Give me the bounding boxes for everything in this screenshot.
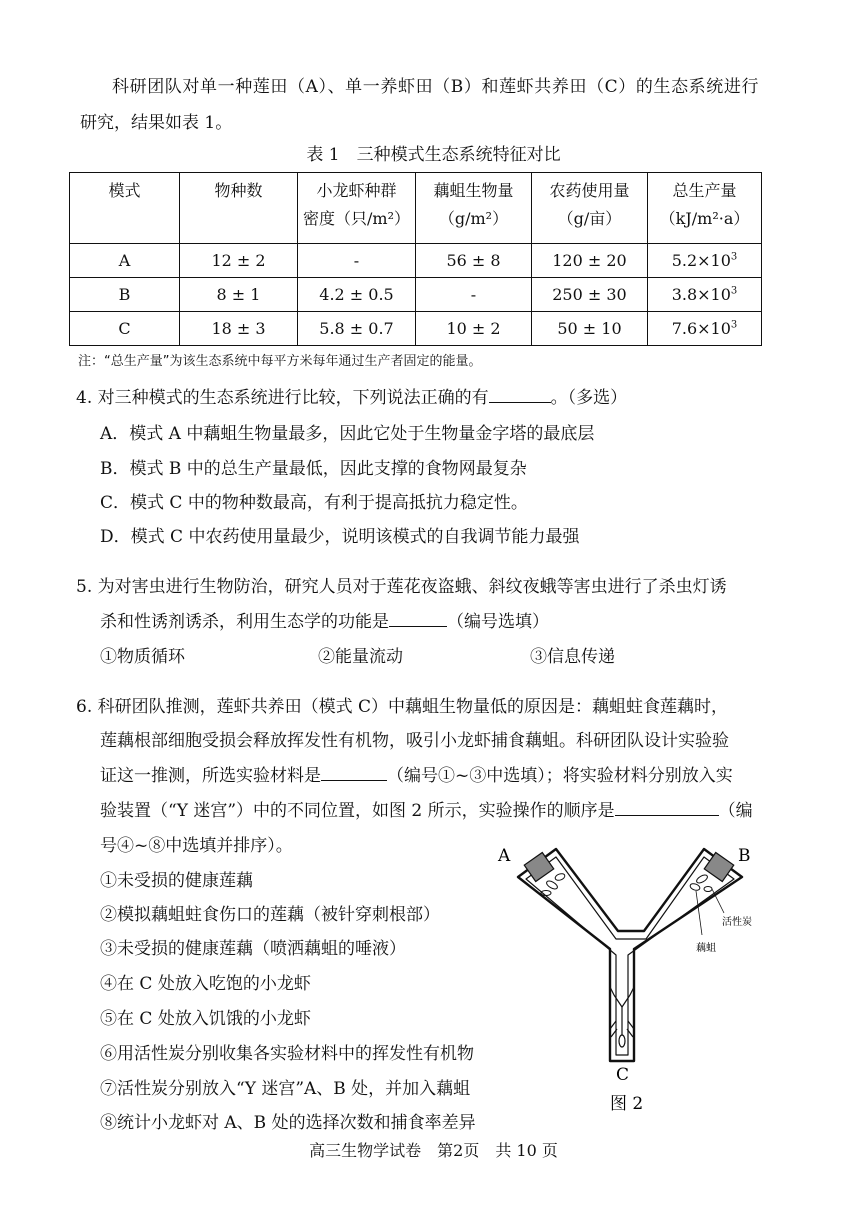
q6-line-2: 莲藕根部细胞受损会释放挥发性有机物，吸引小龙虾捕食藕蛆。科研团队设计实验验 [100, 731, 729, 751]
charcoal-box-b [704, 852, 733, 881]
q5-line-2: 杀和性诱剂诱杀，利用生态学的功能是 （编号选填） [100, 605, 549, 639]
q4-option-c: C．模式 C 中的物种数最高，有利于提高抵抗力稳定性。 [100, 493, 528, 513]
table-row: B 8 ± 1 4.2 ± 0.5 - 250 ± 30 $3.8\times 10^3$ [70, 278, 762, 312]
table-caption: 表 1 三种模式生态系统特征对比 [306, 145, 561, 165]
q5-choice-3: ③信息传递 [530, 647, 615, 667]
label-b: B [738, 846, 751, 866]
q6-materials-blank[interactable] [321, 760, 387, 781]
crayfish-icon [610, 987, 634, 1047]
q5-answer-blank[interactable] [389, 606, 447, 627]
q6-line-3: 证这一推测，所选实验材料是 （编号①~③中选填）；将实验材料分别放入实 [100, 759, 733, 793]
q6-item-7: ⑦活性炭分别放入“Y 迷宫”A、B 处，并加入藕蛆 [100, 1079, 471, 1099]
label-charcoal: 活性炭 [722, 917, 752, 928]
q6-item-4: ④在 C 处放入吃饱的小龙虾 [100, 974, 311, 994]
q6-item-6: ⑥用活性炭分别收集各实验材料中的挥发性有机物 [100, 1044, 474, 1064]
q6-line-4: 验装置（“Y 迷宫”）中的不同位置，如图 2 所示，实验操作的顺序是 （编 [100, 794, 753, 828]
q6-item-3: ③未受损的健康莲藕（喷洒藕蛆的唾液） [100, 939, 406, 959]
q6-item-1: ①未受损的健康莲藕 [100, 871, 253, 891]
header-production: 总生产量 （kJ/m²·a） [648, 173, 762, 244]
q5-choice-2: ②能量流动 [318, 647, 403, 667]
table-row: C 18 ± 3 5.8 ± 0.7 10 ± 2 50 ± 10 $7.6\times 10^3$ [70, 312, 762, 346]
q6-order-blank[interactable] [615, 795, 719, 816]
grub-icon [689, 873, 712, 891]
header-species: 物种数 [180, 173, 298, 244]
q4-option-a: A．模式 A 中藕蛆生物量最多，因此它处于生物量金字塔的最底层 [100, 424, 595, 444]
header-pesticide: 农药使用量 （g/亩） [532, 173, 648, 244]
intro-line-1: 科研团队对单一种莲田（A）、单一养虾田（B）和莲虾共养田（C）的生态系统进行 [112, 77, 760, 97]
label-grub: 藕蛆 [696, 943, 716, 954]
q4-option-b: B．模式 B 中的总生产量最低，因此支撑的食物网最复杂 [100, 459, 527, 479]
y-maze-outline [518, 849, 742, 1061]
q6-item-5: ⑤在 C 处放入饥饿的小龙虾 [100, 1009, 311, 1029]
q6-line-5: 号④~⑧中选填并排序）。 [100, 836, 293, 856]
q6-item-2: ②模拟藕蛆蛀食伤口的莲藕（被针穿刺根部） [100, 905, 440, 925]
q5-line-1: 5. 为对害虫进行生物防治，研究人员对于莲花夜盗蛾、斜纹夜蛾等害虫进行了杀虫灯诱 [76, 577, 727, 597]
table-header-row [70, 173, 762, 244]
table-note: 注：“总生产量”为该生态系统中每平方米每年通过生产者固定的能量。 [78, 354, 482, 369]
q4-stem: 4. 对三种模式的生态系统进行比较，下列说法正确的有 。（多选） [76, 381, 627, 415]
header-density: 小龙虾种群 密度（只/m²） [298, 173, 416, 244]
table-row: A 12 ± 2 - 56 ± 8 120 ± 20 $5.2\times 10^3$ [70, 244, 762, 278]
q6-item-8: ⑧统计小龙虾对 A、B 处的选择次数和捕食率差异 [100, 1113, 476, 1133]
q4-option-d: D．模式 C 中农药使用量最少，说明该模式的自我调节能力最强 [100, 527, 580, 547]
q6-line-1: 6. 科研团队推测，莲虾共养田（模式 C）中藕蛆生物量低的原因是：藕蛆蛀食莲藕时， [76, 697, 729, 717]
label-a: A [498, 846, 511, 866]
intro-line-2: 研究，结果如表 1。 [80, 113, 233, 133]
y-maze-figure [490, 835, 780, 1125]
header-biomass: 藕蛆生物量 （g/m²） [416, 173, 532, 244]
q4-answer-blank[interactable] [489, 382, 551, 403]
label-c: C [616, 1065, 630, 1085]
q5-choice-1: ①物质循环 [100, 647, 185, 667]
header-mode: 模式 [70, 173, 180, 244]
ecosystem-table [69, 172, 762, 346]
page-footer: 高三生物学试卷 第2页 共 10 页 [309, 1141, 558, 1160]
figure-caption: 图 2 [610, 1094, 644, 1114]
